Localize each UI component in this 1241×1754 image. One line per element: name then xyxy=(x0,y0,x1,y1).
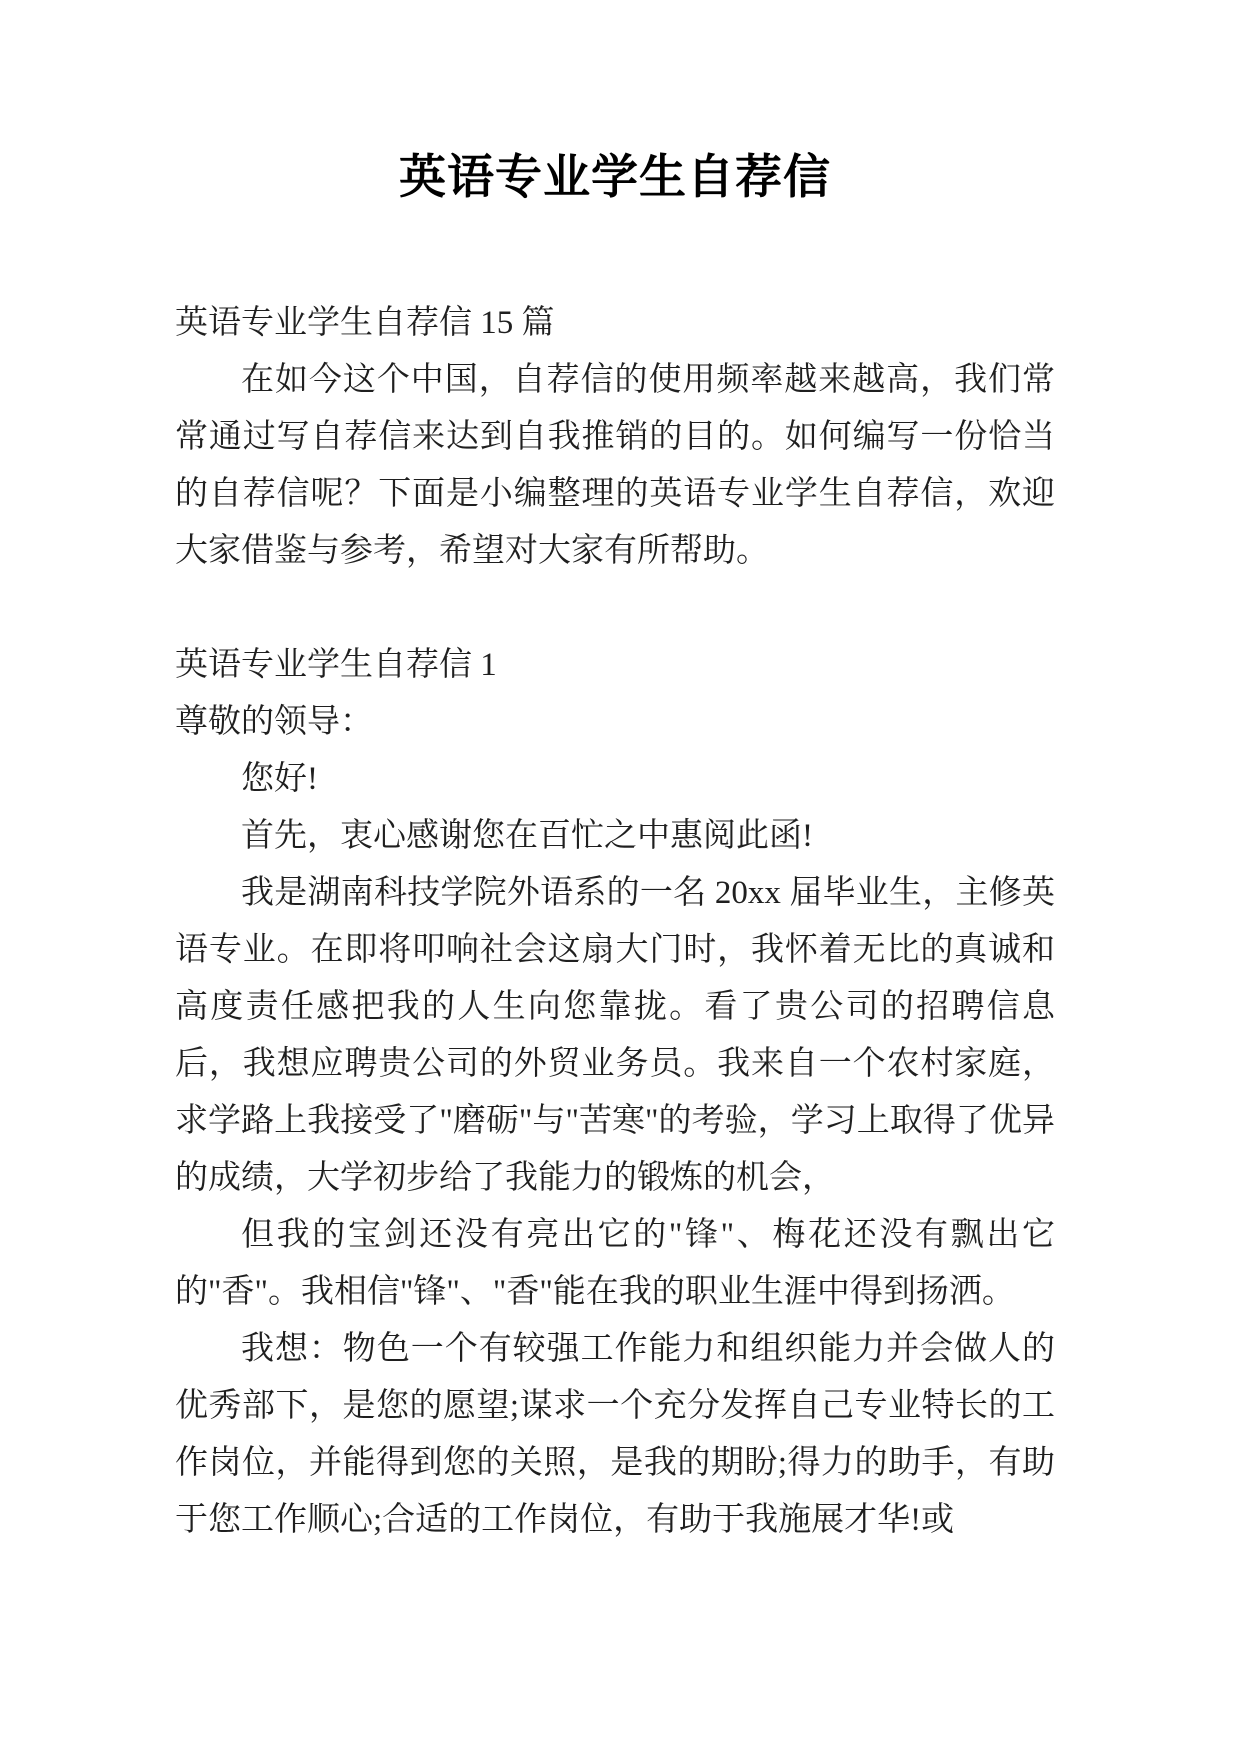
paragraph: 英语专业学生自荐信 1 xyxy=(175,647,497,683)
paragraph xyxy=(175,580,1055,637)
paragraph: 但我的宝剑还没有亮出它的"锋"、梅花还没有飘出它的"香"。我相信"锋"、"香"能在我的职业生涯中得到扬洒。 xyxy=(175,1217,1055,1310)
paragraph: 我想：物色一个有较强工作能力和组织能力并会做人的优秀部下，是您的愿望;谋求一个充分发挥自己专业特长的工作岗位，并能得到您的关照，是我的期盼;得力的助手，有助于您工作顺心;合适的工作岗位，有助于我施展才华!或 xyxy=(175,1331,1055,1538)
page-title: 英语专业学生自荐信 xyxy=(399,150,831,203)
paragraph: 英语专业学生自荐信 15 篇 xyxy=(175,305,555,341)
document-body xyxy=(175,295,1055,1549)
paragraph: 在如今这个中国，自荐信的使用频率越来越高，我们常常通过写自荐信来达到自我推销的目的。如何编写一份恰当的自荐信呢？下面是小编整理的英语专业学生自荐信，欢迎大家借鉴与参考，希望对大家有所帮助。 xyxy=(175,362,1055,569)
paragraph: 首先，衷心感谢您在百忙之中惠阅此函! xyxy=(241,818,813,854)
paragraph: 您好! xyxy=(241,761,318,797)
paragraph: 我是湖南科技学院外语系的一名 20xx 届毕业生，主修英语专业。在即将叩响社会这扇大门时，我怀着无比的真诚和高度责任感把我的人生向您靠拢。看了贵公司的招聘信息后，我想应聘贵公司的外贸业务员。我来自一个农村家庭，求学路上我接受了"磨砺"与"苦寒"的考验，学习上取得了优异的成绩，大学初步给了我能力的锻炼的机会， xyxy=(175,875,1055,1196)
paragraph: 尊敬的领导： xyxy=(175,704,373,740)
